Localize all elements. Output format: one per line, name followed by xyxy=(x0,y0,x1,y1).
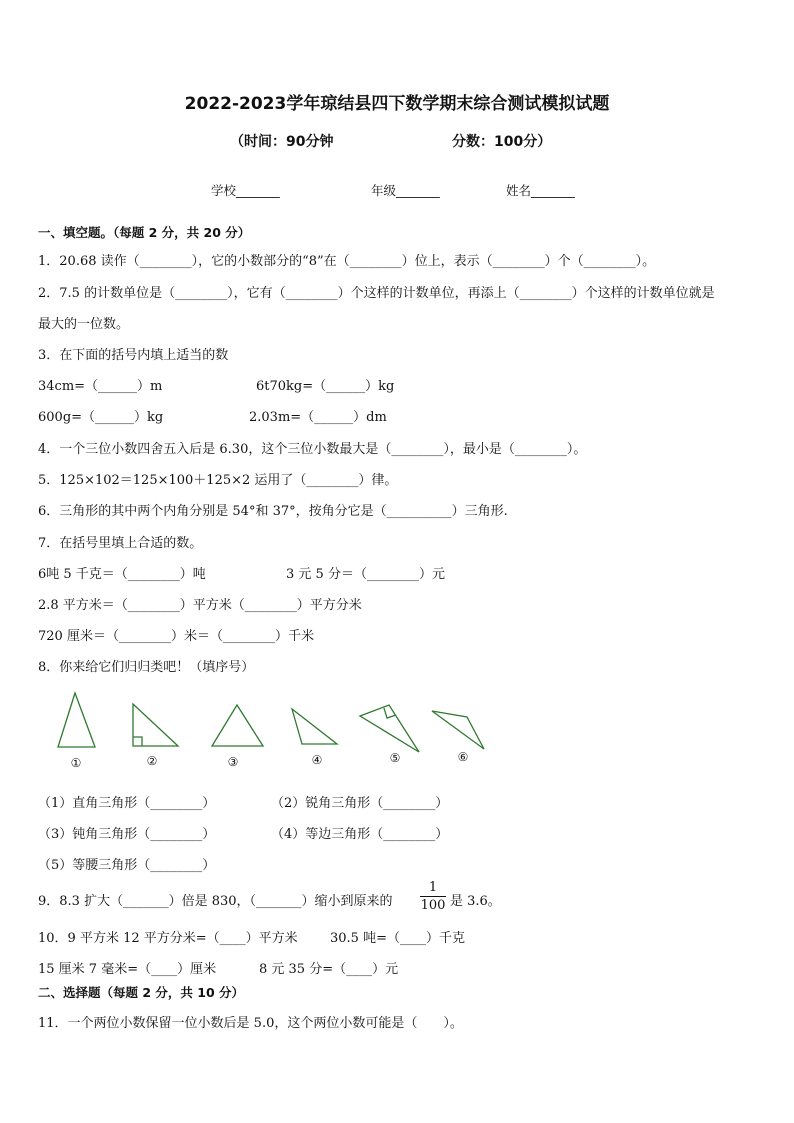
question-8: 8．你来给它们归归类吧！（填序号） xyxy=(38,660,255,675)
triangle-2 xyxy=(133,704,178,746)
question-10a: 10．9 平方米 12 平方分米=（____）平方米 xyxy=(38,931,298,946)
question-9-text: 9．8.3 扩大（_______）倍是 830，（_______）缩小到原来的 xyxy=(38,894,393,909)
exam-time: （时间：90分钟 xyxy=(230,134,334,150)
exam-score: 分数：100分） xyxy=(452,134,552,150)
question-5: 5．125×102＝125×100＋125×2 运用了（________）律。 xyxy=(38,473,398,488)
triangle-1 xyxy=(58,693,95,747)
triangle-label-5: ⑤ xyxy=(389,751,401,765)
question-10d: 8 元 35 分=（____）元 xyxy=(259,962,399,977)
question-10b: 30.5 吨=（____）千克 xyxy=(330,931,465,946)
question-7: 7．在括号里填上合适的数。 xyxy=(38,536,203,551)
triangle-label-4: ④ xyxy=(311,753,323,767)
page-title: 2022-2023学年琼结县四下数学期末综合测试模拟试题 xyxy=(184,94,610,114)
triangle-3 xyxy=(212,705,263,746)
question-7a: 6吨 5 千克＝（________）吨 xyxy=(38,567,206,582)
triangle-5 xyxy=(360,705,419,752)
question-6: 6．三角形的其中两个内角分别是 54°和 37°，按角分它是（__________）三角形. xyxy=(38,504,508,519)
question-3d: 2.03m=（______）dm xyxy=(249,410,387,425)
name-field: 姓名_______ xyxy=(506,183,575,198)
question-2-line1: 2．7.5 的计数单位是（________），它有（________）个这样的计数单位，再添上（________）个这样的计数单位就是 xyxy=(38,286,715,301)
question-4: 4．一个三位小数四舍五入后是 6.30，这个三位小数最大是（________），最小是（________）。 xyxy=(38,442,587,457)
question-10c: 15 厘米 7 毫米=（____）厘米 xyxy=(38,962,217,977)
question-8c: （3）钝角三角形（________） xyxy=(38,827,216,842)
question-7c: 2.8 平方米＝（________）平方米（________）平方分米 xyxy=(38,598,362,613)
fraction-numerator: 1 xyxy=(428,880,438,895)
right-angle-mark-2 xyxy=(133,737,142,746)
question-8d: （4）等边三角形（________） xyxy=(271,827,449,842)
question-7d: 720 厘米＝（________）米＝（________）千米 xyxy=(38,629,314,644)
triangle-label-1: ① xyxy=(70,756,82,770)
question-2-line2: 最大的一位数。 xyxy=(38,317,130,332)
question-3: 3．在下面的括号内填上适当的数 xyxy=(38,348,229,363)
question-3b: 6t70kg=（______）kg xyxy=(256,379,395,394)
question-8a: （1）直角三角形（________） xyxy=(38,796,216,811)
fraction-denominator: 100 xyxy=(420,898,446,913)
question-8b: （2）锐角三角形（________） xyxy=(271,796,449,811)
question-11: 11．一个两位小数保留一位小数后是 5.0，这个两位小数可能是（ ）。 xyxy=(38,1016,463,1031)
triangle-label-3: ③ xyxy=(227,755,239,769)
school-field: 学校_______ xyxy=(211,183,280,198)
question-3c: 600g=（______）kg xyxy=(38,410,164,425)
triangle-6 xyxy=(432,711,484,749)
section2-heading: 二、选择题（每题 2 分，共 10 分） xyxy=(38,985,245,1000)
question-3a: 34cm=（______）m xyxy=(38,379,163,394)
question-1: 1．20.68 读作（________），它的小数部分的“8”在（________）位上，表示（________）个（________）。 xyxy=(38,254,656,269)
question-9-end: 是 3.6。 xyxy=(450,894,501,909)
fraction-bar xyxy=(420,896,446,897)
question-7b: 3 元 5 分＝（________）元 xyxy=(286,567,445,582)
fraction-one-hundredth xyxy=(420,880,446,913)
question-8e: （5）等腰三角形（________） xyxy=(38,858,216,873)
grade-field: 年级_______ xyxy=(371,183,440,198)
triangle-label-2: ② xyxy=(146,754,158,768)
triangle-label-6: ⑥ xyxy=(457,750,469,764)
section1-heading: 一、填空题。（每题 2 分，共 20 分） xyxy=(38,225,251,240)
triangle-4 xyxy=(292,709,337,744)
